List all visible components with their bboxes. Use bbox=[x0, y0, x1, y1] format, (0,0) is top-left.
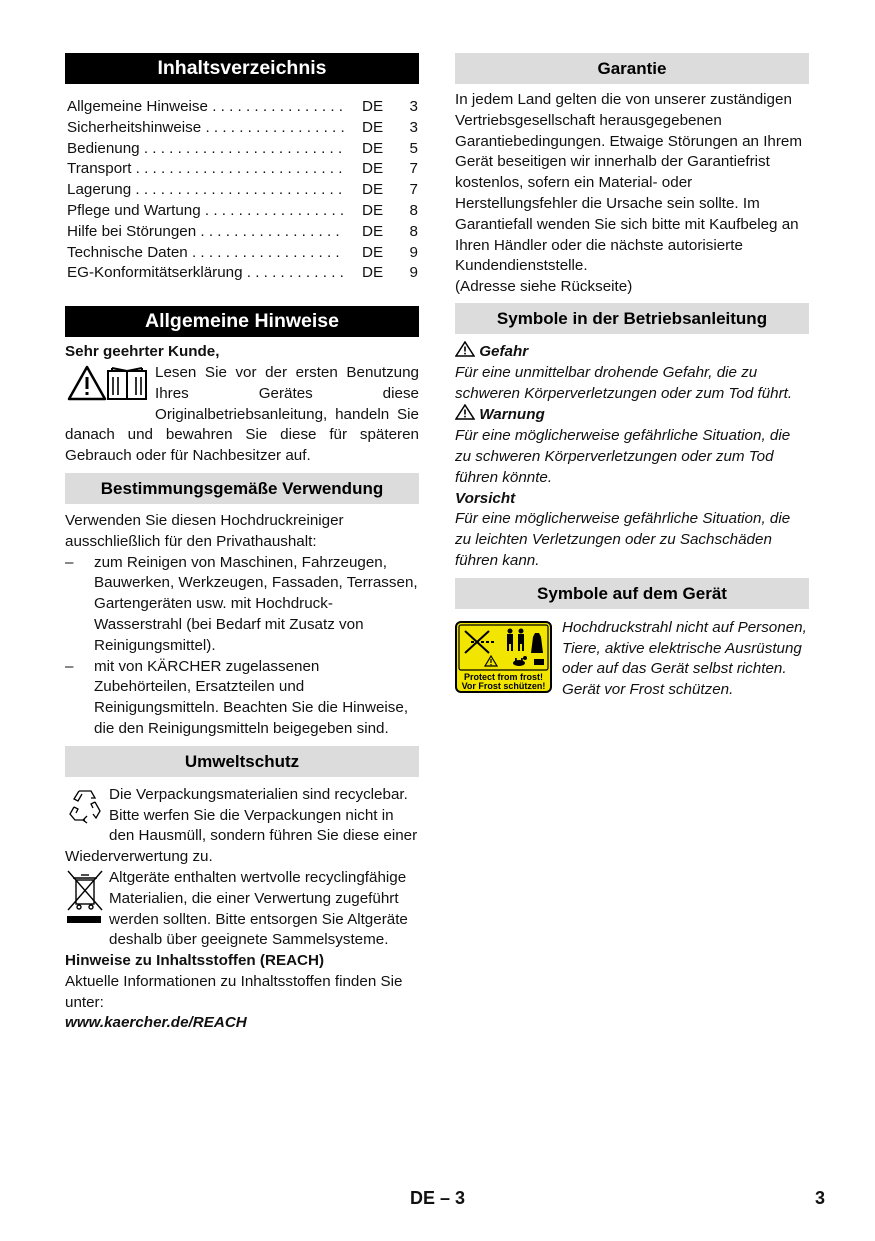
danger-label: Gefahr bbox=[479, 342, 529, 360]
manual-symbols-heading: Symbole in der Betriebsanleitung bbox=[455, 303, 809, 334]
left-column bbox=[65, 53, 419, 1034]
device-symbol-text: Hochdruckstrahl nicht auf Personen, Tiere, aktive elektrische Ausrüstung oder auf das Gerät selbst richten. Gerät vor Frost schützen. bbox=[562, 618, 807, 699]
environment-heading: Umweltschutz bbox=[65, 746, 419, 777]
toc-entry-lang: DE bbox=[362, 201, 384, 219]
toc-entry-title: Pflege und Wartung . . . bbox=[67, 201, 345, 222]
toc-heading: Inhaltsverzeichnis bbox=[65, 53, 419, 84]
danger-text: Für eine unmittelbar drohende Gefahr, die zu schweren Körperverletzungen oder zum Tod führt. bbox=[455, 363, 793, 402]
toc-entry-page: 9 bbox=[409, 264, 418, 282]
reach-heading: Hinweise zu Inhaltsstoffen (REACH) bbox=[65, 952, 325, 970]
caution-label: Vorsicht bbox=[455, 489, 516, 507]
toc-entry-title: Lagerung . . . bbox=[67, 180, 345, 201]
general-heading: Allgemeine Hinweise bbox=[65, 306, 419, 337]
usage-item-2: mit von KÄRCHER zugelassenen Zubehörteilen, Ersatzteilen und Reinigungsmitteln. Beachten Sie die Hinweise, die den Reinigungsmitteln beigegeben sind. bbox=[94, 657, 409, 737]
environment-packaging: Die Verpackungsmaterialien sind recyclebar. Bitte werfen Sie die Verpackungen nicht in den Hausmüll, sondern führen Sie diese einer Wiederverwertung zu. bbox=[65, 785, 418, 866]
usage-heading: Bestimmungsgemäße Verwendung bbox=[65, 473, 419, 504]
toc-entry[interactable] bbox=[67, 263, 419, 284]
label-line2: Vor Frost schützen! bbox=[461, 680, 546, 691]
toc-entry-title: Transport . . . bbox=[67, 159, 345, 180]
toc-entry[interactable] bbox=[67, 180, 419, 201]
toc-entry-page: 3 bbox=[409, 98, 418, 115]
caution-text: Für eine möglicherweise gefährliche Situation, die zu leichten Verletzungen oder zu Sachschäden führen kann. bbox=[455, 510, 791, 569]
toc-entry[interactable] bbox=[67, 222, 419, 243]
toc-entry[interactable] bbox=[67, 243, 419, 264]
warranty-text: In jedem Land gelten die von unserer zuständigen Vertriebsgesellschaft herausgegebenen Garantiebedingungen. Etwaige Störungen an Ihrem Gerät beseitigen wir innerhalb der Garantiefrist kostenlos, sofern ein Material- oder Herstellungsfehler die Ursache sein sollte. Im Garantiefall wenden Sie sich bitte mit Kaufbeleg an Ihren Händler oder die nächste autorisierte Kundendienststelle. bbox=[455, 91, 803, 275]
toc-entry-title: Technische Daten . . . bbox=[67, 243, 345, 264]
usage-intro: Verwenden Sie diesen Hochdruckreiniger ausschließlich für den Privathaushalt: bbox=[65, 511, 344, 550]
reach-link[interactable]: www.kaercher.de/REACH bbox=[65, 1014, 247, 1032]
toc-entry[interactable] bbox=[67, 118, 419, 139]
toc-entry-title: Bedienung . . . bbox=[67, 139, 345, 160]
toc-entry-lang: DE bbox=[362, 181, 384, 199]
toc-entry-title: EG-Konformitätserklärung . . . bbox=[67, 263, 345, 284]
reach-text: Aktuelle Informationen zu Inhaltsstoffen finden Sie unter: bbox=[65, 972, 403, 1011]
list-item: – zum Reinigen von Maschinen, Fahrzeugen, Bauwerken, Werkzeugen, Fassaden, Terrassen, Gartengeräten usw. mit Hochdruck-Wasserstrahl (bei Bedarf mit Zusatz von Reinigungsmittel). bbox=[65, 553, 419, 657]
toc-entry-page: 3 bbox=[409, 118, 418, 136]
table-of-contents bbox=[67, 97, 419, 284]
warning-label-row bbox=[455, 404, 809, 426]
toc-entry[interactable] bbox=[67, 97, 419, 118]
warning-triangle-icon bbox=[455, 343, 479, 360]
toc-entry-page: 8 bbox=[409, 222, 418, 240]
warning-triangle-icon bbox=[455, 406, 479, 423]
toc-entry[interactable] bbox=[67, 201, 419, 222]
warranty-heading: Garantie bbox=[455, 53, 809, 84]
toc-entry-title: Sicherheitshinweise . . . bbox=[67, 118, 345, 139]
footer-page-number: 3 bbox=[814, 1188, 825, 1208]
toc-entry-page: 8 bbox=[409, 201, 418, 219]
warranty-address-note: (Adresse siehe Rückseite) bbox=[455, 278, 633, 296]
toc-entry-page: 9 bbox=[409, 243, 418, 261]
environment-old-devices: Altgeräte enthalten wertvolle recyclingfähige Materialien, die einer Verwertung zugeführt werden sollten. Bitte entsorgen Sie Altgeräte deshalb über geeignete Sammelsysteme. bbox=[109, 868, 408, 949]
toc-entry-lang: DE bbox=[362, 243, 384, 261]
toc-entry-lang: DE bbox=[362, 98, 384, 115]
danger-label-row bbox=[455, 341, 809, 363]
footer-page-label: DE – 3 bbox=[409, 1188, 466, 1208]
recycle-icon bbox=[65, 785, 105, 832]
general-intro: Lesen Sie vor der ersten Benutzung Ihres Gerätes diese Originalbetriebsanleitung, handeln Sie danach und bewahren Sie diese für späteren Gebrauch oder für Nachbesitzer auf. bbox=[65, 363, 419, 465]
toc-entry-lang: DE bbox=[362, 139, 384, 157]
device-symbols-heading: Symbole auf dem Gerät bbox=[455, 578, 809, 609]
toc-entry-title: Allgemeine Hinweise . . . bbox=[67, 97, 345, 118]
toc-entry[interactable] bbox=[67, 159, 419, 180]
crossed-bin-icon bbox=[65, 868, 105, 933]
toc-entry-lang: DE bbox=[362, 160, 384, 178]
warning-text: Für eine möglicherweise gefährliche Situation, die zu schweren Körperverletzungen oder zum Tod führen könnte. bbox=[455, 427, 791, 486]
device-warning-label-icon bbox=[455, 621, 552, 700]
warning-label: Warnung bbox=[479, 406, 545, 424]
toc-entry-page: 5 bbox=[409, 139, 418, 157]
warning-manual-icon bbox=[65, 363, 151, 410]
toc-entry-lang: DE bbox=[362, 222, 384, 240]
toc-entry-title: Hilfe bei Störungen . . . bbox=[67, 222, 345, 243]
toc-entry-lang: DE bbox=[362, 264, 384, 282]
list-item: – mit von KÄRCHER zugelassenen Zubehörteilen, Ersatzteilen und Reinigungsmitteln. Beachten Sie die Hinweise, die den Reinigungsmitteln beigegeben sind. bbox=[65, 657, 419, 740]
right-column bbox=[455, 53, 809, 704]
toc-entry-page: 7 bbox=[409, 181, 418, 199]
toc-entry-lang: DE bbox=[362, 118, 384, 136]
usage-item-1: zum Reinigen von Maschinen, Fahrzeugen, Bauwerken, Werkzeugen, Fassaden, Terrassen, Gartengeräten usw. mit Hochdruck-Wasserstrahl (bei Bedarf mit Zusatz von Reinigungsmittel). bbox=[94, 553, 418, 654]
toc-entry[interactable] bbox=[67, 139, 419, 160]
toc-entry-page: 7 bbox=[409, 160, 418, 178]
salutation: Sehr geehrter Kunde, bbox=[65, 343, 220, 361]
label-line1: Protect from frost! bbox=[463, 671, 544, 682]
